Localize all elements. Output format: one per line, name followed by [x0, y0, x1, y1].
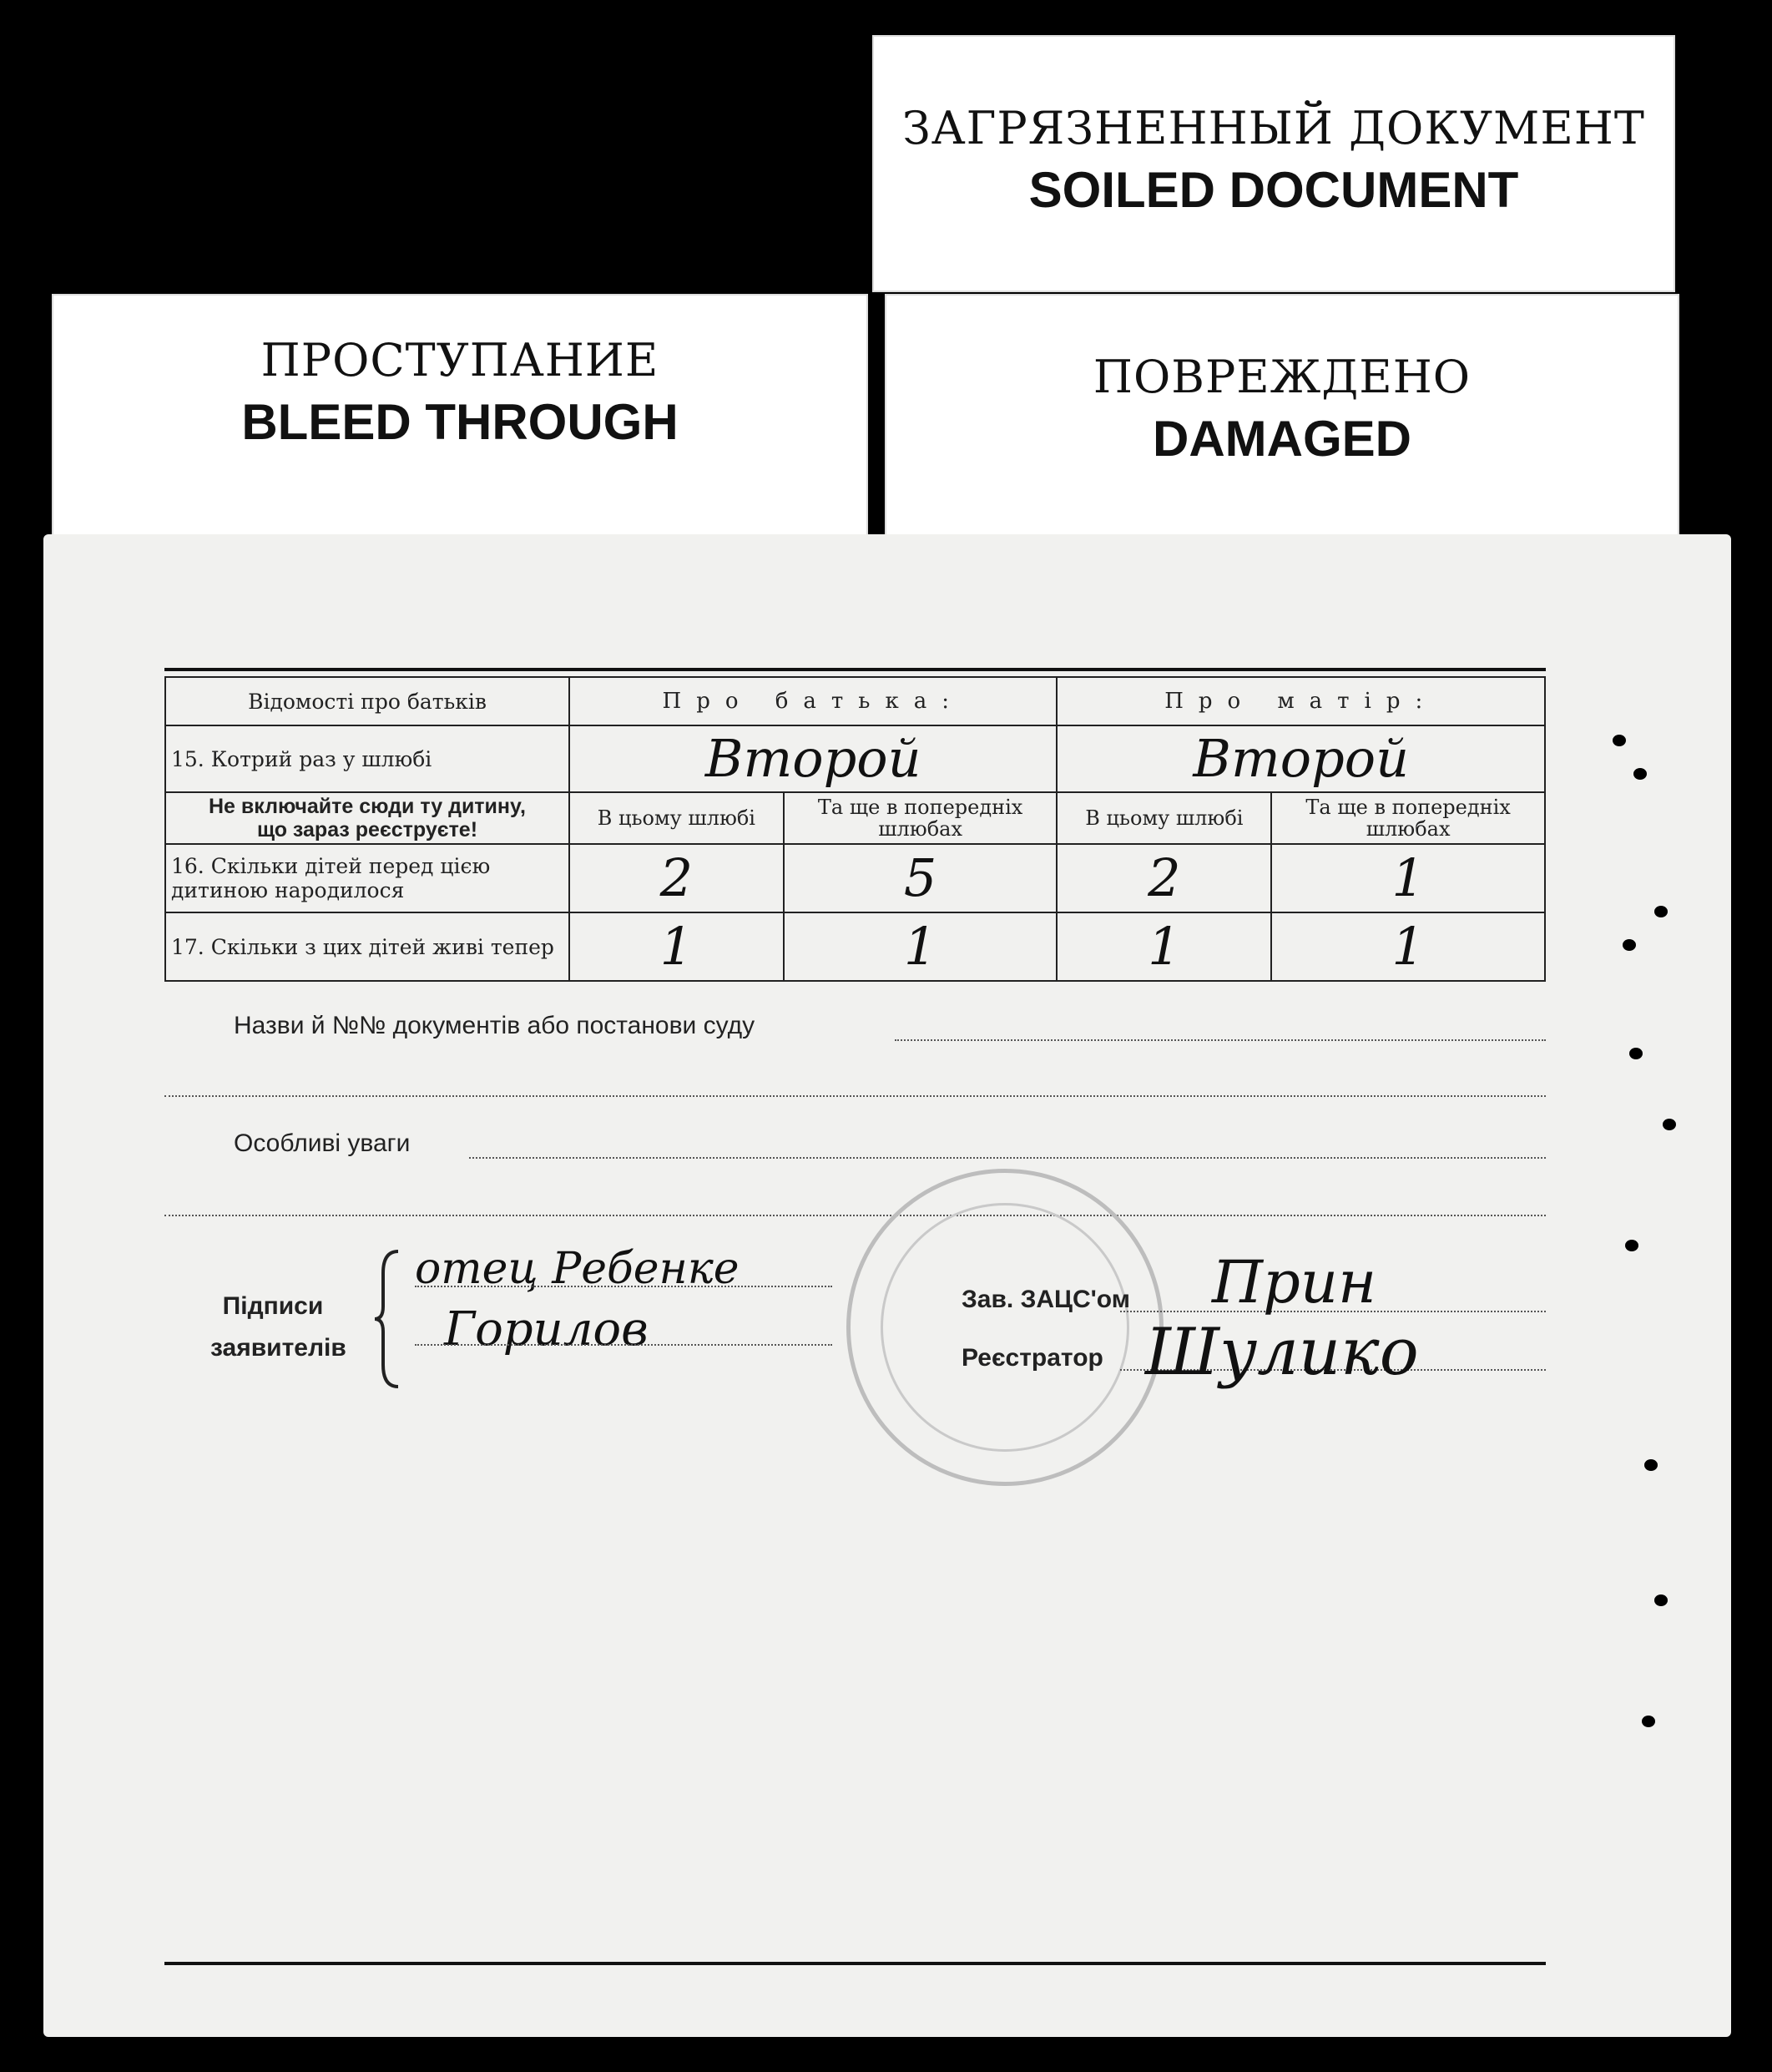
father-prev-marriages [784, 792, 1058, 844]
row16-cell [1271, 844, 1545, 912]
applicant1-signature: отец Ребенке [415, 1244, 740, 1294]
applicant1-line [415, 1286, 832, 1287]
row17-cell [1057, 912, 1271, 981]
applicant2-line [415, 1344, 832, 1346]
remarks-label: Особливі уваги [234, 1129, 411, 1157]
brace-icon [373, 1248, 406, 1390]
row15-father-value: Второй [704, 728, 921, 789]
soiled-label-en: SOILED DOCUMENT [1028, 162, 1519, 218]
remarks-dotted-line [469, 1157, 1546, 1159]
table-row [165, 912, 1545, 981]
subheader-note-line1: Не включайте сюди ту дитину, [209, 795, 526, 818]
bleed-label-ru: ПРОСТУПАНИЕ [260, 334, 659, 387]
top-rule [164, 668, 1546, 671]
applicants-label [210, 1286, 346, 1369]
bottom-rule [164, 1962, 1546, 1965]
header-mother: Про матір: [1057, 677, 1545, 725]
documents-dotted-line [895, 1039, 1546, 1041]
soiled-document-card [872, 35, 1675, 292]
row17-cell [1271, 912, 1545, 981]
mother-this-marriage: В цьому шлюбі [1057, 792, 1271, 844]
row15-mother-value: Второй [1193, 728, 1410, 789]
documents-dotted-line-2 [164, 1095, 1546, 1097]
row16-cell [1057, 844, 1271, 912]
row16-value-2: 2 [1148, 847, 1181, 908]
damaged-label-ru: ПОВРЕЖДЕНО [1093, 351, 1472, 403]
punch-hole [1644, 1459, 1658, 1471]
table-subheader-row [165, 792, 1545, 844]
documents-label: Назви й №№ документів або постанови суду [234, 1012, 755, 1039]
row15-father [569, 725, 1057, 792]
punch-hole [1625, 1240, 1638, 1251]
official-seal [846, 1169, 1164, 1486]
punch-hole [1642, 1716, 1655, 1727]
punch-hole [1633, 768, 1647, 780]
punch-hole [1623, 939, 1636, 951]
registrar-label: Реєстратор [962, 1344, 1103, 1372]
row16-cell [569, 844, 784, 912]
row16-value-0: 2 [659, 847, 694, 908]
row16-cell [784, 844, 1058, 912]
soiled-label-ru: ЗАГРЯЗНЕННЫЙ ДОКУМЕНТ [902, 102, 1645, 154]
row17-label: 17. Скільки з цих дітей живі тепер [165, 912, 569, 981]
row17-value-0: 1 [659, 916, 694, 977]
row17-value-3: 1 [1391, 916, 1425, 977]
mother-prev-marriages [1271, 792, 1545, 844]
remarks-dotted-line-2 [164, 1215, 1546, 1216]
row17-value-1: 1 [903, 916, 937, 977]
registrar-signature: Шулико [1145, 1315, 1419, 1390]
punch-hole [1663, 1119, 1676, 1130]
head-signature: Прин [1212, 1248, 1377, 1316]
row16-label-line2: дитиною народилося [171, 878, 405, 902]
applicants-label-line2: заявителів [210, 1334, 346, 1362]
father-prev-line1: Та ще в попередніх [817, 796, 1023, 819]
document-sheet [43, 534, 1731, 2037]
damaged-card [885, 294, 1679, 544]
parents-info-table [164, 676, 1546, 982]
subheader-note [165, 792, 569, 844]
row16-label-line1: 16. Скільки дітей перед цією [171, 854, 491, 878]
bleed-label-en: BLEED THROUGH [241, 394, 679, 450]
damaged-label-en: DAMAGED [1153, 411, 1411, 467]
applicants-label-line1: Підписи [222, 1292, 324, 1320]
row17-cell [569, 912, 784, 981]
row17-value-2: 1 [1148, 916, 1181, 977]
row16-label [165, 844, 569, 912]
row15-label: 15. Котрий раз у шлюбі [165, 725, 569, 792]
mother-prev-line2: шлюбах [1366, 817, 1451, 841]
punch-hole [1629, 1048, 1643, 1059]
row16-value-1: 5 [903, 847, 937, 908]
row17-cell [784, 912, 1058, 981]
mother-prev-line1: Та ще в попередніх [1305, 796, 1511, 819]
row16-value-3: 1 [1391, 847, 1425, 908]
table-row [165, 844, 1545, 912]
head-label: Зав. ЗАЦС'ом [962, 1286, 1130, 1313]
punch-hole [1654, 1594, 1668, 1606]
father-prev-line2: шлюбах [878, 817, 962, 841]
punch-hole [1613, 735, 1626, 746]
header-label: Відомості про батьків [165, 677, 569, 725]
father-this-marriage: В цьому шлюбі [569, 792, 784, 844]
applicant2-signature: Горилов [444, 1302, 649, 1357]
header-father: Про батька: [569, 677, 1057, 725]
table-row [165, 725, 1545, 792]
row15-mother [1057, 725, 1545, 792]
subheader-note-line2: що зараз реєструєте! [256, 818, 478, 841]
table-header-row [165, 677, 1545, 725]
punch-hole [1654, 906, 1668, 917]
bleed-through-card [52, 294, 868, 544]
